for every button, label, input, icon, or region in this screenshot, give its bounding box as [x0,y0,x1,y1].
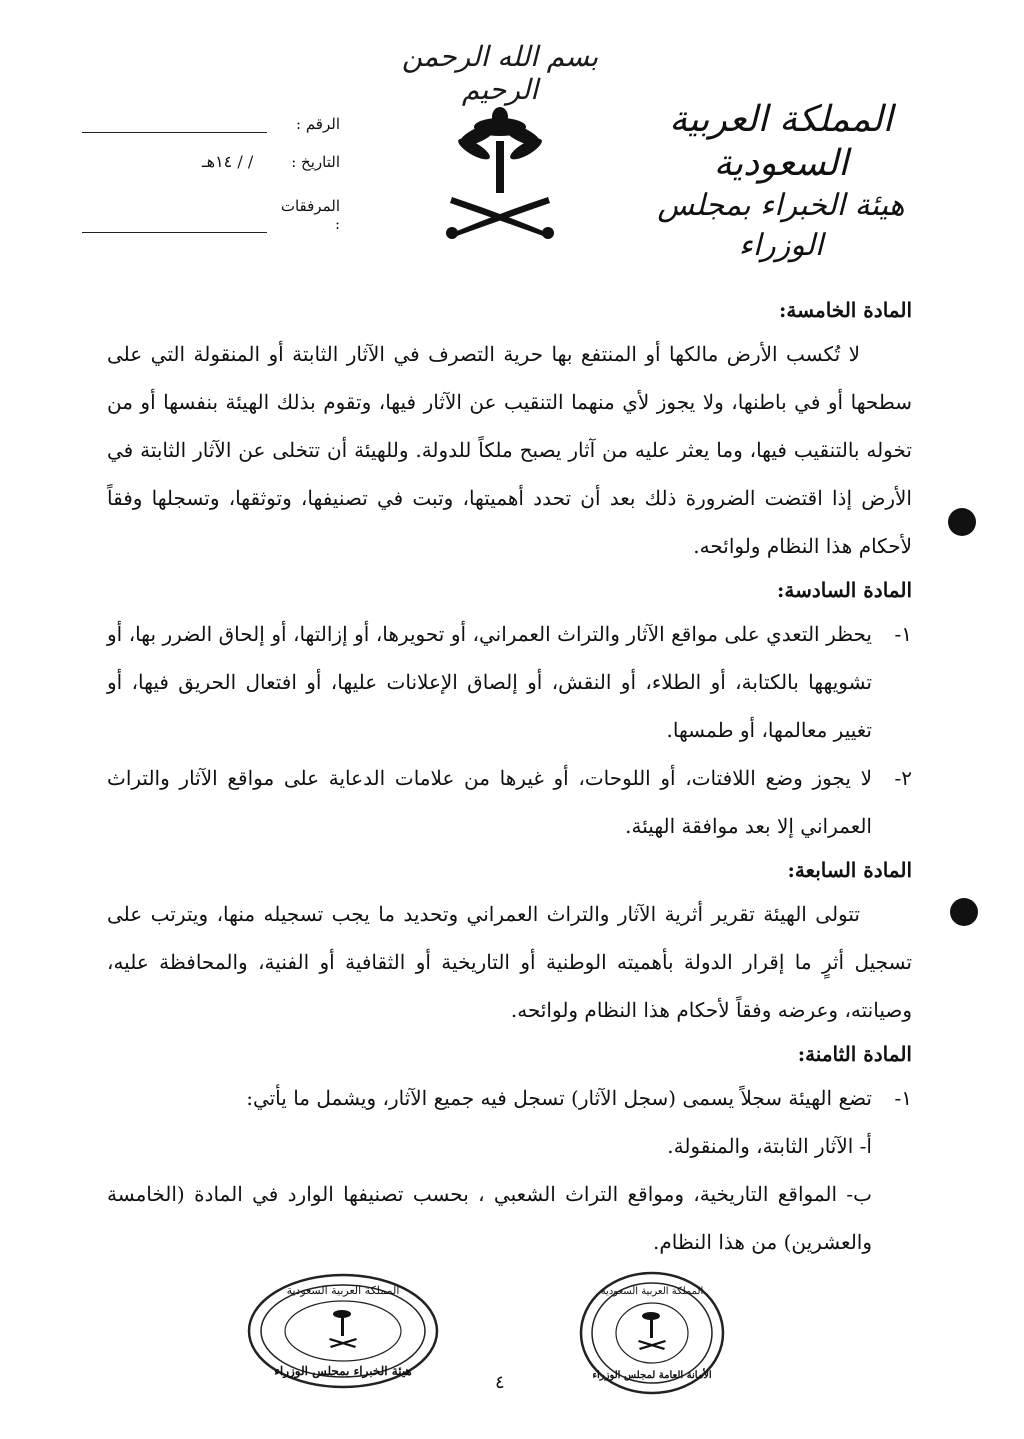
punch-hole [948,508,976,536]
date-label: التاريخ : [291,153,340,171]
attachments-label: المرفقات : [280,197,340,233]
right-seal-outer-text: المملكة العربية السعودية [600,1286,704,1297]
reference-label: الرقم : [296,115,340,133]
item-number: ١- [894,622,912,646]
article-8-item-1 [107,1074,912,1122]
item-number: ٢- [894,766,912,790]
header-title [616,98,946,266]
date-value: / / ١٤هـ [201,152,254,171]
left-official-seal [246,1272,441,1390]
article-7-text: تتولى الهيئة تقرير أثرية الآثار والتراث العمراني وتحديد ما يجب تسجيله منها، ويترتب على تسجيل أثرٍ ما إقرار الدولة بأهميته الوطنية أو التاريخية أو الثقافية أو الفنية، والمحافظة عليه، وصيانته، وعرضه وفقاً لأحكام هذا النظام ولوائحه. [107,902,912,1022]
item-text: لا يجوز وضع اللافتات، أو اللوحات، أو غيرها من علامات الدعاية على مواقع الآثار والتراث العمراني إلا بعد موافقة الهيئة. [107,766,872,838]
article-6-item-2 [107,754,912,850]
reference-field [60,115,340,133]
kingdom-name: المملكة العربية السعودية [669,99,893,184]
page-number: ٤ [495,1372,505,1393]
article-7-title: المادة السابعة: [787,858,912,882]
attachments-field [60,197,340,233]
right-official-seal [578,1270,726,1396]
document-body [107,290,912,1266]
punch-hole [950,898,978,926]
item-text: تضع الهيئة سجلاً يسمى (سجل الآثار) تسجل فيه جميع الآثار، ويشمل ما يأتي: [246,1086,872,1110]
attachments-line [82,218,267,233]
agency-name: هيئة الخبراء بمجلس الوزراء [657,188,905,263]
date-field [60,152,340,171]
left-seal-inner-text: هيئة الخبراء بمجلس الوزراء [274,1364,412,1378]
item-number: ١- [894,1086,912,1110]
article-5-text: لا تُكسب الأرض مالكها أو المنتفع بها حرية التصرف في الآثار الثابتة أو المنقولة التي على سطحها أو في باطنها، ولا يجوز لأي منهما التنقيب عن الآثار فيها، وتقوم بذلك الهيئة بنفسها أو من تخوله بالتنقيب فيها، وما يعثر عليه من آثار يصبح ملكاً للدولة. وللهيئة أن تتخلى عن الآثار الثابتة في الأرض إذا اقتضت الضرورة ذلك بعد أن تحدد أهميتها، وتبت في تصنيفها، وتوثقها، وتسجلها وفقاً لأحكام هذا النظام ولوائحه. [107,342,912,558]
right-seal-inner-text: الأمانة العامة لمجلس الوزراء [592,1370,712,1381]
article-8-title: المادة الثامنة: [797,1042,912,1066]
reference-line [82,118,267,133]
article-6-item-1 [107,610,912,754]
left-seal-outer-text: المملكة العربية السعودية [286,1284,400,1297]
article-5-title: المادة الخامسة: [779,298,912,322]
palm-and-crossed-swords-icon [430,105,570,245]
basmala: بسم الله الرحمن الرحيم [401,40,599,106]
article-8-sub-b: ب- المواقع التاريخية، ومواقع التراث الشعبي ، بحسب تصنيفها الوارد في المادة (الخامسة والعشرين) من هذا النظام. [107,1182,872,1254]
item-text: يحظر التعدي على مواقع الآثار والتراث العمراني، أو تحويرها، أو إزالتها، أو إلحاق الضرر بها، أو تشويهها بالكتابة، أو الطلاء، أو النقش، أو إلصاق الإعلانات عليها، أو افتعال الحريق فيها، أو تغيير معالمها، أو طمسها. [107,622,872,742]
article-8-sub-a: أ- الآثار الثابتة، والمنقولة. [667,1134,872,1158]
article-6-title: المادة السادسة: [776,578,912,602]
